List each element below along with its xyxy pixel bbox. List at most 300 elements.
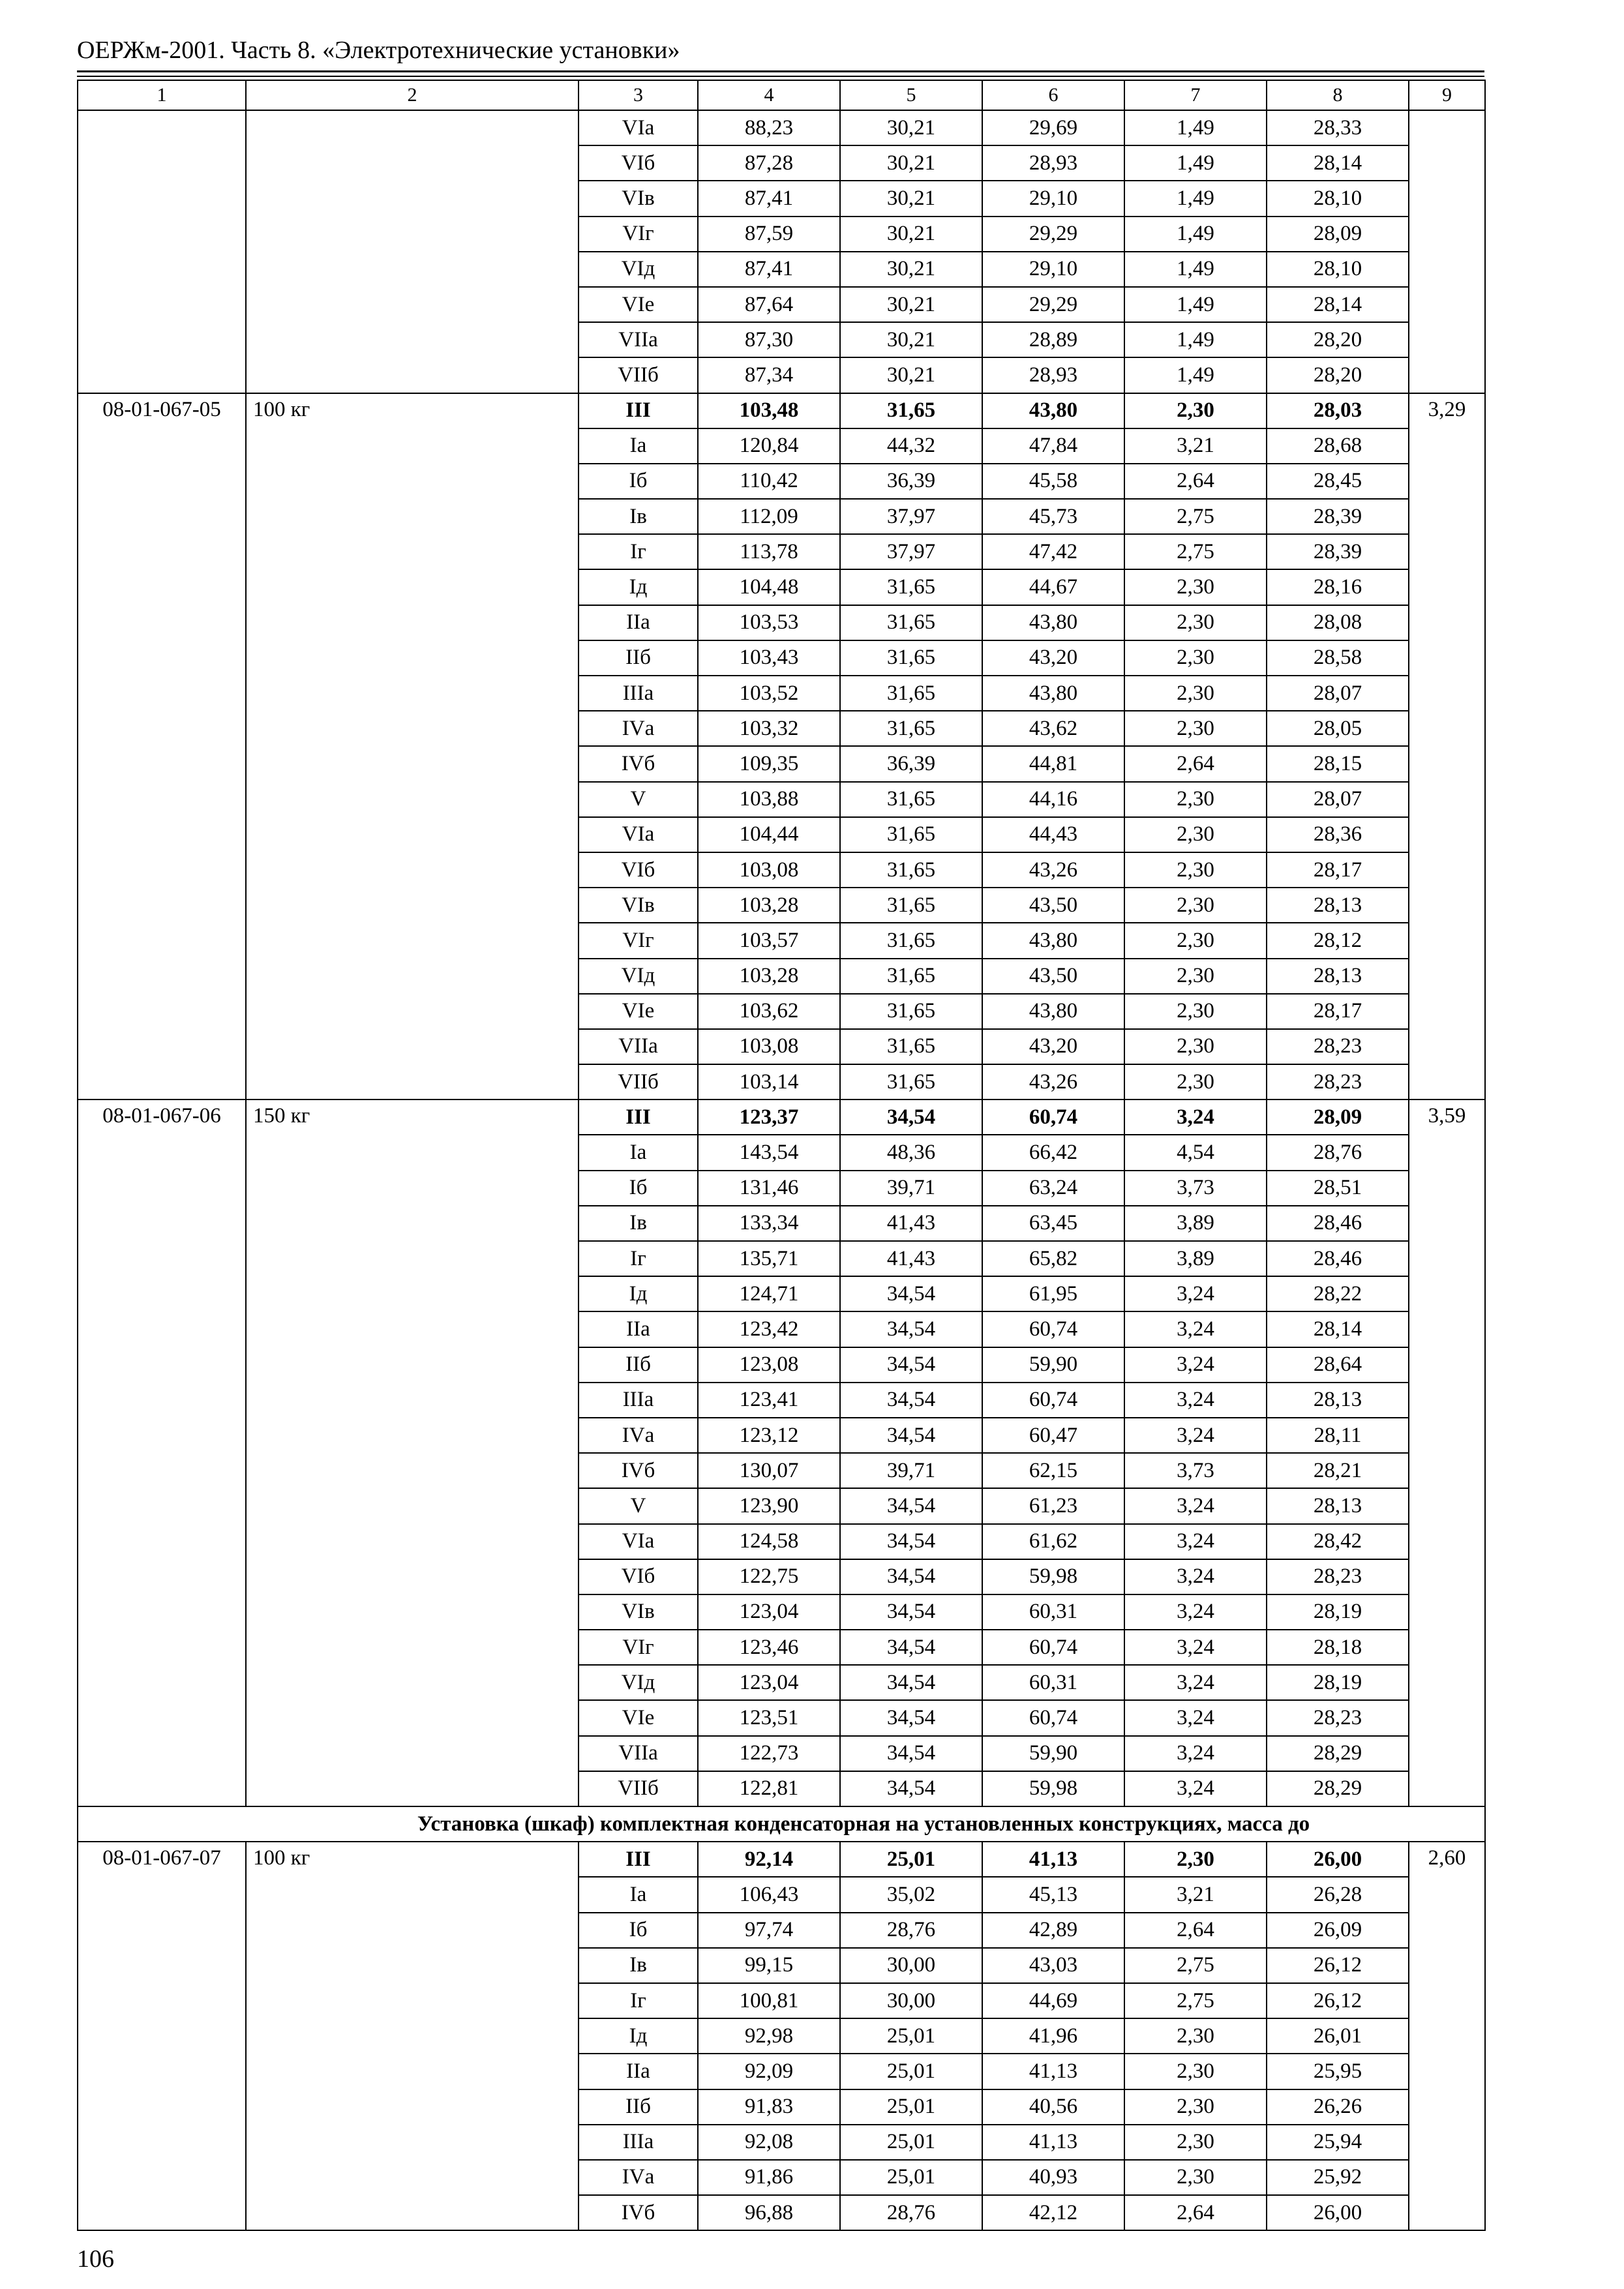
total-cost-cell: 103,14 xyxy=(698,1064,840,1100)
zone-cell: IIа xyxy=(579,1311,698,1347)
total-cost-cell: 124,58 xyxy=(698,1524,840,1559)
machinist-wages-cell: 3,24 xyxy=(1124,1559,1267,1594)
materials-cell: 28,07 xyxy=(1267,676,1409,711)
total-cost-cell: 91,86 xyxy=(698,2160,840,2195)
materials-cell: 28,16 xyxy=(1267,569,1409,605)
materials-cell: 28,19 xyxy=(1267,1594,1409,1630)
page-header: ОЕРЖм-2001. Часть 8. «Электротехнические установки» xyxy=(77,37,680,64)
materials-cell: 28,14 xyxy=(1267,145,1409,181)
wages-cell: 37,97 xyxy=(840,499,982,534)
wages-cell: 31,65 xyxy=(840,393,982,428)
materials-cell: 28,15 xyxy=(1267,746,1409,781)
total-cost-cell: 97,74 xyxy=(698,1913,840,1948)
zone-cell: VIд xyxy=(579,252,698,287)
zone-cell: III xyxy=(579,1842,698,1877)
wages-cell: 34,54 xyxy=(840,1736,982,1771)
total-cost-cell: 103,43 xyxy=(698,640,840,676)
total-cost-cell: 91,83 xyxy=(698,2089,840,2125)
materials-cell: 26,28 xyxy=(1267,1877,1409,1912)
machinist-wages-cell: 3,21 xyxy=(1124,1877,1267,1912)
total-cost-cell: 88,23 xyxy=(698,110,840,145)
zone-cell: Iа xyxy=(579,428,698,464)
total-cost-cell: 104,44 xyxy=(698,817,840,852)
machinist-wages-cell: 3,73 xyxy=(1124,1453,1267,1488)
machinist-wages-cell: 1,49 xyxy=(1124,110,1267,145)
machines-cell: 60,31 xyxy=(982,1594,1124,1630)
machinist-wages-cell: 3,24 xyxy=(1124,1524,1267,1559)
total-cost-cell: 103,28 xyxy=(698,959,840,994)
zone-cell: IIIа xyxy=(579,676,698,711)
machinist-wages-cell: 2,30 xyxy=(1124,711,1267,746)
machinist-wages-cell: 1,49 xyxy=(1124,217,1267,252)
wages-cell: 31,65 xyxy=(840,959,982,994)
zone-cell: Iг xyxy=(579,1241,698,1276)
total-cost-cell: 123,46 xyxy=(698,1630,840,1665)
wages-cell: 28,76 xyxy=(840,1913,982,1948)
machines-cell: 61,95 xyxy=(982,1276,1124,1311)
machines-cell: 43,80 xyxy=(982,994,1124,1029)
zone-cell: Iб xyxy=(579,1913,698,1948)
zone-cell: VIе xyxy=(579,994,698,1029)
machinist-wages-cell: 1,49 xyxy=(1124,145,1267,181)
total-cost-cell: 103,28 xyxy=(698,888,840,923)
machinist-wages-cell: 2,30 xyxy=(1124,959,1267,994)
machines-cell: 42,12 xyxy=(982,2195,1124,2230)
machines-cell: 59,98 xyxy=(982,1559,1124,1594)
materials-cell: 28,13 xyxy=(1267,959,1409,994)
wages-cell: 34,54 xyxy=(840,1524,982,1559)
column-number: 5 xyxy=(840,80,982,110)
machinist-wages-cell: 3,24 xyxy=(1124,1383,1267,1418)
machinist-wages-cell: 1,49 xyxy=(1124,357,1267,393)
total-cost-cell: 123,12 xyxy=(698,1418,840,1453)
machines-cell: 43,80 xyxy=(982,923,1124,958)
zone-cell: Iд xyxy=(579,2018,698,2054)
machines-cell: 44,16 xyxy=(982,782,1124,817)
machines-cell: 29,69 xyxy=(982,110,1124,145)
wages-cell: 31,65 xyxy=(840,994,982,1029)
labor-cost-cell: 3,59 xyxy=(1409,1100,1485,1806)
machinist-wages-cell: 3,24 xyxy=(1124,1488,1267,1523)
table-row xyxy=(78,1842,1485,1877)
wages-cell: 30,21 xyxy=(840,287,982,322)
machinist-wages-cell: 2,30 xyxy=(1124,393,1267,428)
materials-cell: 28,07 xyxy=(1267,782,1409,817)
wages-cell: 34,54 xyxy=(840,1311,982,1347)
machines-cell: 41,13 xyxy=(982,2125,1124,2160)
total-cost-cell: 123,08 xyxy=(698,1347,840,1383)
rates-table xyxy=(77,80,1486,2231)
materials-cell: 28,09 xyxy=(1267,1100,1409,1135)
machinist-wages-cell: 2,30 xyxy=(1124,1842,1267,1877)
total-cost-cell: 92,09 xyxy=(698,2054,840,2089)
materials-cell: 25,94 xyxy=(1267,2125,1409,2160)
materials-cell: 28,17 xyxy=(1267,994,1409,1029)
zone-cell: VIг xyxy=(579,1630,698,1665)
machines-cell: 66,42 xyxy=(982,1135,1124,1170)
zone-cell: Iг xyxy=(579,534,698,569)
wages-cell: 31,65 xyxy=(840,711,982,746)
total-cost-cell: 123,42 xyxy=(698,1311,840,1347)
materials-cell: 28,23 xyxy=(1267,1559,1409,1594)
wages-cell: 30,21 xyxy=(840,110,982,145)
column-number: 8 xyxy=(1267,80,1409,110)
wages-cell: 41,43 xyxy=(840,1206,982,1241)
zone-cell: VIе xyxy=(579,1700,698,1735)
materials-cell: 28,10 xyxy=(1267,181,1409,216)
wages-cell: 35,02 xyxy=(840,1877,982,1912)
machines-cell: 59,90 xyxy=(982,1736,1124,1771)
zone-cell: IVб xyxy=(579,1453,698,1488)
machinist-wages-cell: 1,49 xyxy=(1124,252,1267,287)
machinist-wages-cell: 3,24 xyxy=(1124,1736,1267,1771)
wages-cell: 30,00 xyxy=(840,1948,982,1983)
total-cost-cell: 92,14 xyxy=(698,1842,840,1877)
machinist-wages-cell: 3,24 xyxy=(1124,1771,1267,1806)
total-cost-cell: 103,62 xyxy=(698,994,840,1029)
machines-cell: 29,10 xyxy=(982,181,1124,216)
zone-cell: VIг xyxy=(579,923,698,958)
column-number: 2 xyxy=(246,80,579,110)
zone-cell: VIб xyxy=(579,145,698,181)
wages-cell: 34,54 xyxy=(840,1700,982,1735)
machinist-wages-cell: 2,30 xyxy=(1124,2018,1267,2054)
machinist-wages-cell: 2,64 xyxy=(1124,2195,1267,2230)
wages-cell: 34,54 xyxy=(840,1771,982,1806)
machines-cell: 44,67 xyxy=(982,569,1124,605)
materials-cell: 28,39 xyxy=(1267,534,1409,569)
materials-cell: 26,26 xyxy=(1267,2089,1409,2125)
wages-cell: 36,39 xyxy=(840,746,982,781)
total-cost-cell: 103,32 xyxy=(698,711,840,746)
machines-cell: 47,42 xyxy=(982,534,1124,569)
total-cost-cell: 120,84 xyxy=(698,428,840,464)
materials-cell: 28,23 xyxy=(1267,1029,1409,1064)
zone-cell: VIб xyxy=(579,1559,698,1594)
zone-cell: IIб xyxy=(579,1347,698,1383)
total-cost-cell: 135,71 xyxy=(698,1241,840,1276)
materials-cell: 28,05 xyxy=(1267,711,1409,746)
materials-cell: 28,36 xyxy=(1267,817,1409,852)
total-cost-cell: 103,08 xyxy=(698,1029,840,1064)
zone-cell: VIIб xyxy=(579,1064,698,1100)
machines-cell: 60,74 xyxy=(982,1100,1124,1135)
zone-cell: Iб xyxy=(579,464,698,499)
header-rule-thin xyxy=(77,76,1484,77)
machines-cell: 45,13 xyxy=(982,1877,1124,1912)
machines-cell: 62,15 xyxy=(982,1453,1124,1488)
rate-code: 08-01-067-05 xyxy=(78,393,246,1100)
zone-cell: VIд xyxy=(579,959,698,994)
wages-cell: 31,65 xyxy=(840,923,982,958)
wages-cell: 30,21 xyxy=(840,145,982,181)
total-cost-cell: 103,88 xyxy=(698,782,840,817)
materials-cell: 28,20 xyxy=(1267,322,1409,357)
materials-cell: 28,42 xyxy=(1267,1524,1409,1559)
materials-cell: 26,00 xyxy=(1267,2195,1409,2230)
machines-cell: 60,47 xyxy=(982,1418,1124,1453)
materials-cell: 28,03 xyxy=(1267,393,1409,428)
machines-cell: 28,93 xyxy=(982,357,1124,393)
machines-cell: 43,80 xyxy=(982,393,1124,428)
zone-cell: IIIа xyxy=(579,1383,698,1418)
column-number: 4 xyxy=(698,80,840,110)
wages-cell: 30,21 xyxy=(840,357,982,393)
machinist-wages-cell: 3,73 xyxy=(1124,1171,1267,1206)
machines-cell: 61,23 xyxy=(982,1488,1124,1523)
machines-cell: 43,26 xyxy=(982,1064,1124,1100)
materials-cell: 28,13 xyxy=(1267,1383,1409,1418)
zone-cell: IIIа xyxy=(579,2125,698,2160)
wages-cell: 25,01 xyxy=(840,2160,982,2195)
machinist-wages-cell: 3,24 xyxy=(1124,1665,1267,1700)
materials-cell: 26,01 xyxy=(1267,2018,1409,2054)
materials-cell: 26,09 xyxy=(1267,1913,1409,1948)
table-row xyxy=(78,1100,1485,1135)
total-cost-cell: 123,90 xyxy=(698,1488,840,1523)
zone-cell: VIв xyxy=(579,1594,698,1630)
rate-code xyxy=(78,110,246,393)
wages-cell: 25,01 xyxy=(840,2089,982,2125)
materials-cell: 28,23 xyxy=(1267,1064,1409,1100)
wages-cell: 30,21 xyxy=(840,181,982,216)
wages-cell: 34,54 xyxy=(840,1383,982,1418)
total-cost-cell: 123,04 xyxy=(698,1665,840,1700)
zone-cell: Iв xyxy=(579,1206,698,1241)
machines-cell: 44,69 xyxy=(982,1983,1124,2018)
machines-cell: 29,10 xyxy=(982,252,1124,287)
machines-cell: 29,29 xyxy=(982,287,1124,322)
total-cost-cell: 143,54 xyxy=(698,1135,840,1170)
materials-cell: 28,13 xyxy=(1267,888,1409,923)
total-cost-cell: 122,81 xyxy=(698,1771,840,1806)
machinist-wages-cell: 1,49 xyxy=(1124,181,1267,216)
wages-cell: 34,54 xyxy=(840,1418,982,1453)
wages-cell: 41,43 xyxy=(840,1241,982,1276)
zone-cell: VIв xyxy=(579,888,698,923)
rate-name: 100 кг xyxy=(246,1842,579,2230)
machines-cell: 63,45 xyxy=(982,1206,1124,1241)
machines-cell: 47,84 xyxy=(982,428,1124,464)
labor-cost-cell: 2,60 xyxy=(1409,1842,1485,2230)
total-cost-cell: 87,30 xyxy=(698,322,840,357)
materials-cell: 26,12 xyxy=(1267,1948,1409,1983)
total-cost-cell: 103,57 xyxy=(698,923,840,958)
wages-cell: 25,01 xyxy=(840,2054,982,2089)
total-cost-cell: 87,41 xyxy=(698,181,840,216)
zone-cell: Iб xyxy=(579,1171,698,1206)
machines-cell: 65,82 xyxy=(982,1241,1124,1276)
zone-cell: Iд xyxy=(579,1276,698,1311)
wages-cell: 44,32 xyxy=(840,428,982,464)
machinist-wages-cell: 4,54 xyxy=(1124,1135,1267,1170)
machines-cell: 43,50 xyxy=(982,888,1124,923)
materials-cell: 28,14 xyxy=(1267,287,1409,322)
wages-cell: 31,65 xyxy=(840,817,982,852)
total-cost-cell: 87,41 xyxy=(698,252,840,287)
materials-cell: 28,23 xyxy=(1267,1700,1409,1735)
machinist-wages-cell: 2,30 xyxy=(1124,994,1267,1029)
zone-cell: Iд xyxy=(579,569,698,605)
wages-cell: 37,97 xyxy=(840,534,982,569)
total-cost-cell: 122,73 xyxy=(698,1736,840,1771)
labor-cost-cell: 3,29 xyxy=(1409,393,1485,1100)
machinist-wages-cell: 3,24 xyxy=(1124,1347,1267,1383)
rate-name: 150 кг xyxy=(246,1100,579,1806)
machinist-wages-cell: 3,24 xyxy=(1124,1418,1267,1453)
zone-cell: VIIа xyxy=(579,1736,698,1771)
zone-cell: IVа xyxy=(579,2160,698,2195)
materials-cell: 28,46 xyxy=(1267,1206,1409,1241)
machines-cell: 41,96 xyxy=(982,2018,1124,2054)
zone-cell: Iа xyxy=(579,1877,698,1912)
total-cost-cell: 92,08 xyxy=(698,2125,840,2160)
machinist-wages-cell: 2,30 xyxy=(1124,923,1267,958)
materials-cell: 28,29 xyxy=(1267,1771,1409,1806)
materials-cell: 25,92 xyxy=(1267,2160,1409,2195)
zone-cell: VIе xyxy=(579,287,698,322)
total-cost-cell: 106,43 xyxy=(698,1877,840,1912)
machinist-wages-cell: 2,75 xyxy=(1124,499,1267,534)
machinist-wages-cell: 3,24 xyxy=(1124,1594,1267,1630)
total-cost-cell: 112,09 xyxy=(698,499,840,534)
materials-cell: 28,14 xyxy=(1267,1311,1409,1347)
total-cost-cell: 131,46 xyxy=(698,1171,840,1206)
machinist-wages-cell: 2,30 xyxy=(1124,640,1267,676)
machinist-wages-cell: 1,49 xyxy=(1124,322,1267,357)
zone-cell: IIа xyxy=(579,2054,698,2089)
wages-cell: 34,54 xyxy=(840,1630,982,1665)
wages-cell: 31,65 xyxy=(840,1029,982,1064)
machinist-wages-cell: 2,30 xyxy=(1124,569,1267,605)
total-cost-cell: 87,28 xyxy=(698,145,840,181)
wages-cell: 31,65 xyxy=(840,1064,982,1100)
zone-cell: VIIб xyxy=(579,357,698,393)
total-cost-cell: 87,34 xyxy=(698,357,840,393)
wages-cell: 34,54 xyxy=(840,1100,982,1135)
zone-cell: IIб xyxy=(579,640,698,676)
machines-cell: 60,74 xyxy=(982,1311,1124,1347)
section-row xyxy=(78,1806,1485,1842)
zone-cell: V xyxy=(579,1488,698,1523)
column-number: 3 xyxy=(579,80,698,110)
materials-cell: 28,58 xyxy=(1267,640,1409,676)
wages-cell: 34,54 xyxy=(840,1347,982,1383)
machinist-wages-cell: 3,24 xyxy=(1124,1700,1267,1735)
zone-cell: VIIа xyxy=(579,322,698,357)
machines-cell: 59,90 xyxy=(982,1347,1124,1383)
materials-cell: 28,20 xyxy=(1267,357,1409,393)
wages-cell: 31,65 xyxy=(840,782,982,817)
total-cost-cell: 130,07 xyxy=(698,1453,840,1488)
wages-cell: 34,54 xyxy=(840,1665,982,1700)
machines-cell: 45,73 xyxy=(982,499,1124,534)
wages-cell: 30,21 xyxy=(840,322,982,357)
machinist-wages-cell: 2,30 xyxy=(1124,817,1267,852)
wages-cell: 31,65 xyxy=(840,569,982,605)
zone-cell: III xyxy=(579,393,698,428)
machinist-wages-cell: 2,75 xyxy=(1124,1948,1267,1983)
machines-cell: 28,93 xyxy=(982,145,1124,181)
zone-cell: Iв xyxy=(579,499,698,534)
total-cost-cell: 123,51 xyxy=(698,1700,840,1735)
machinist-wages-cell: 2,30 xyxy=(1124,852,1267,888)
machines-cell: 59,98 xyxy=(982,1771,1124,1806)
materials-cell: 25,95 xyxy=(1267,2054,1409,2089)
machines-cell: 43,20 xyxy=(982,1029,1124,1064)
machinist-wages-cell: 3,89 xyxy=(1124,1206,1267,1241)
machinist-wages-cell: 1,49 xyxy=(1124,287,1267,322)
zone-cell: VIа xyxy=(579,1524,698,1559)
total-cost-cell: 123,37 xyxy=(698,1100,840,1135)
machines-cell: 43,50 xyxy=(982,959,1124,994)
table-row xyxy=(78,393,1485,428)
materials-cell: 28,10 xyxy=(1267,252,1409,287)
wages-cell: 30,21 xyxy=(840,217,982,252)
rate-name: 100 кг xyxy=(246,393,579,1100)
materials-cell: 28,64 xyxy=(1267,1347,1409,1383)
total-cost-cell: 124,71 xyxy=(698,1276,840,1311)
machinist-wages-cell: 2,30 xyxy=(1124,2125,1267,2160)
machinist-wages-cell: 3,21 xyxy=(1124,428,1267,464)
total-cost-cell: 103,48 xyxy=(698,393,840,428)
zone-cell: IIа xyxy=(579,605,698,640)
machines-cell: 44,81 xyxy=(982,746,1124,781)
column-number: 7 xyxy=(1124,80,1267,110)
wages-cell: 34,54 xyxy=(840,1276,982,1311)
machines-cell: 60,74 xyxy=(982,1383,1124,1418)
zone-cell: VIд xyxy=(579,1665,698,1700)
column-numbers-row xyxy=(78,80,1485,110)
total-cost-cell: 103,53 xyxy=(698,605,840,640)
machines-cell: 29,29 xyxy=(982,217,1124,252)
machinist-wages-cell: 2,64 xyxy=(1124,1913,1267,1948)
machinist-wages-cell: 2,30 xyxy=(1124,888,1267,923)
machinist-wages-cell: 2,75 xyxy=(1124,1983,1267,2018)
wages-cell: 25,01 xyxy=(840,2125,982,2160)
machines-cell: 42,89 xyxy=(982,1913,1124,1948)
machines-cell: 43,20 xyxy=(982,640,1124,676)
zone-cell: IVа xyxy=(579,1418,698,1453)
machines-cell: 43,80 xyxy=(982,605,1124,640)
machines-cell: 45,58 xyxy=(982,464,1124,499)
wages-cell: 48,36 xyxy=(840,1135,982,1170)
machinist-wages-cell: 3,24 xyxy=(1124,1311,1267,1347)
page-number: 106 xyxy=(77,2245,114,2273)
machines-cell: 40,93 xyxy=(982,2160,1124,2195)
total-cost-cell: 133,34 xyxy=(698,1206,840,1241)
labor-cost-cell xyxy=(1409,110,1485,393)
wages-cell: 25,01 xyxy=(840,2018,982,2054)
materials-cell: 28,09 xyxy=(1267,217,1409,252)
materials-cell: 28,17 xyxy=(1267,852,1409,888)
total-cost-cell: 100,81 xyxy=(698,1983,840,2018)
machinist-wages-cell: 2,64 xyxy=(1124,746,1267,781)
materials-cell: 28,33 xyxy=(1267,110,1409,145)
total-cost-cell: 113,78 xyxy=(698,534,840,569)
machines-cell: 41,13 xyxy=(982,1842,1124,1877)
materials-cell: 28,11 xyxy=(1267,1418,1409,1453)
machinist-wages-cell: 3,89 xyxy=(1124,1241,1267,1276)
total-cost-cell: 104,48 xyxy=(698,569,840,605)
wages-cell: 39,71 xyxy=(840,1453,982,1488)
machines-cell: 28,89 xyxy=(982,322,1124,357)
total-cost-cell: 122,75 xyxy=(698,1559,840,1594)
zone-cell: IVа xyxy=(579,711,698,746)
materials-cell: 28,68 xyxy=(1267,428,1409,464)
column-number: 1 xyxy=(78,80,246,110)
machinist-wages-cell: 2,75 xyxy=(1124,534,1267,569)
